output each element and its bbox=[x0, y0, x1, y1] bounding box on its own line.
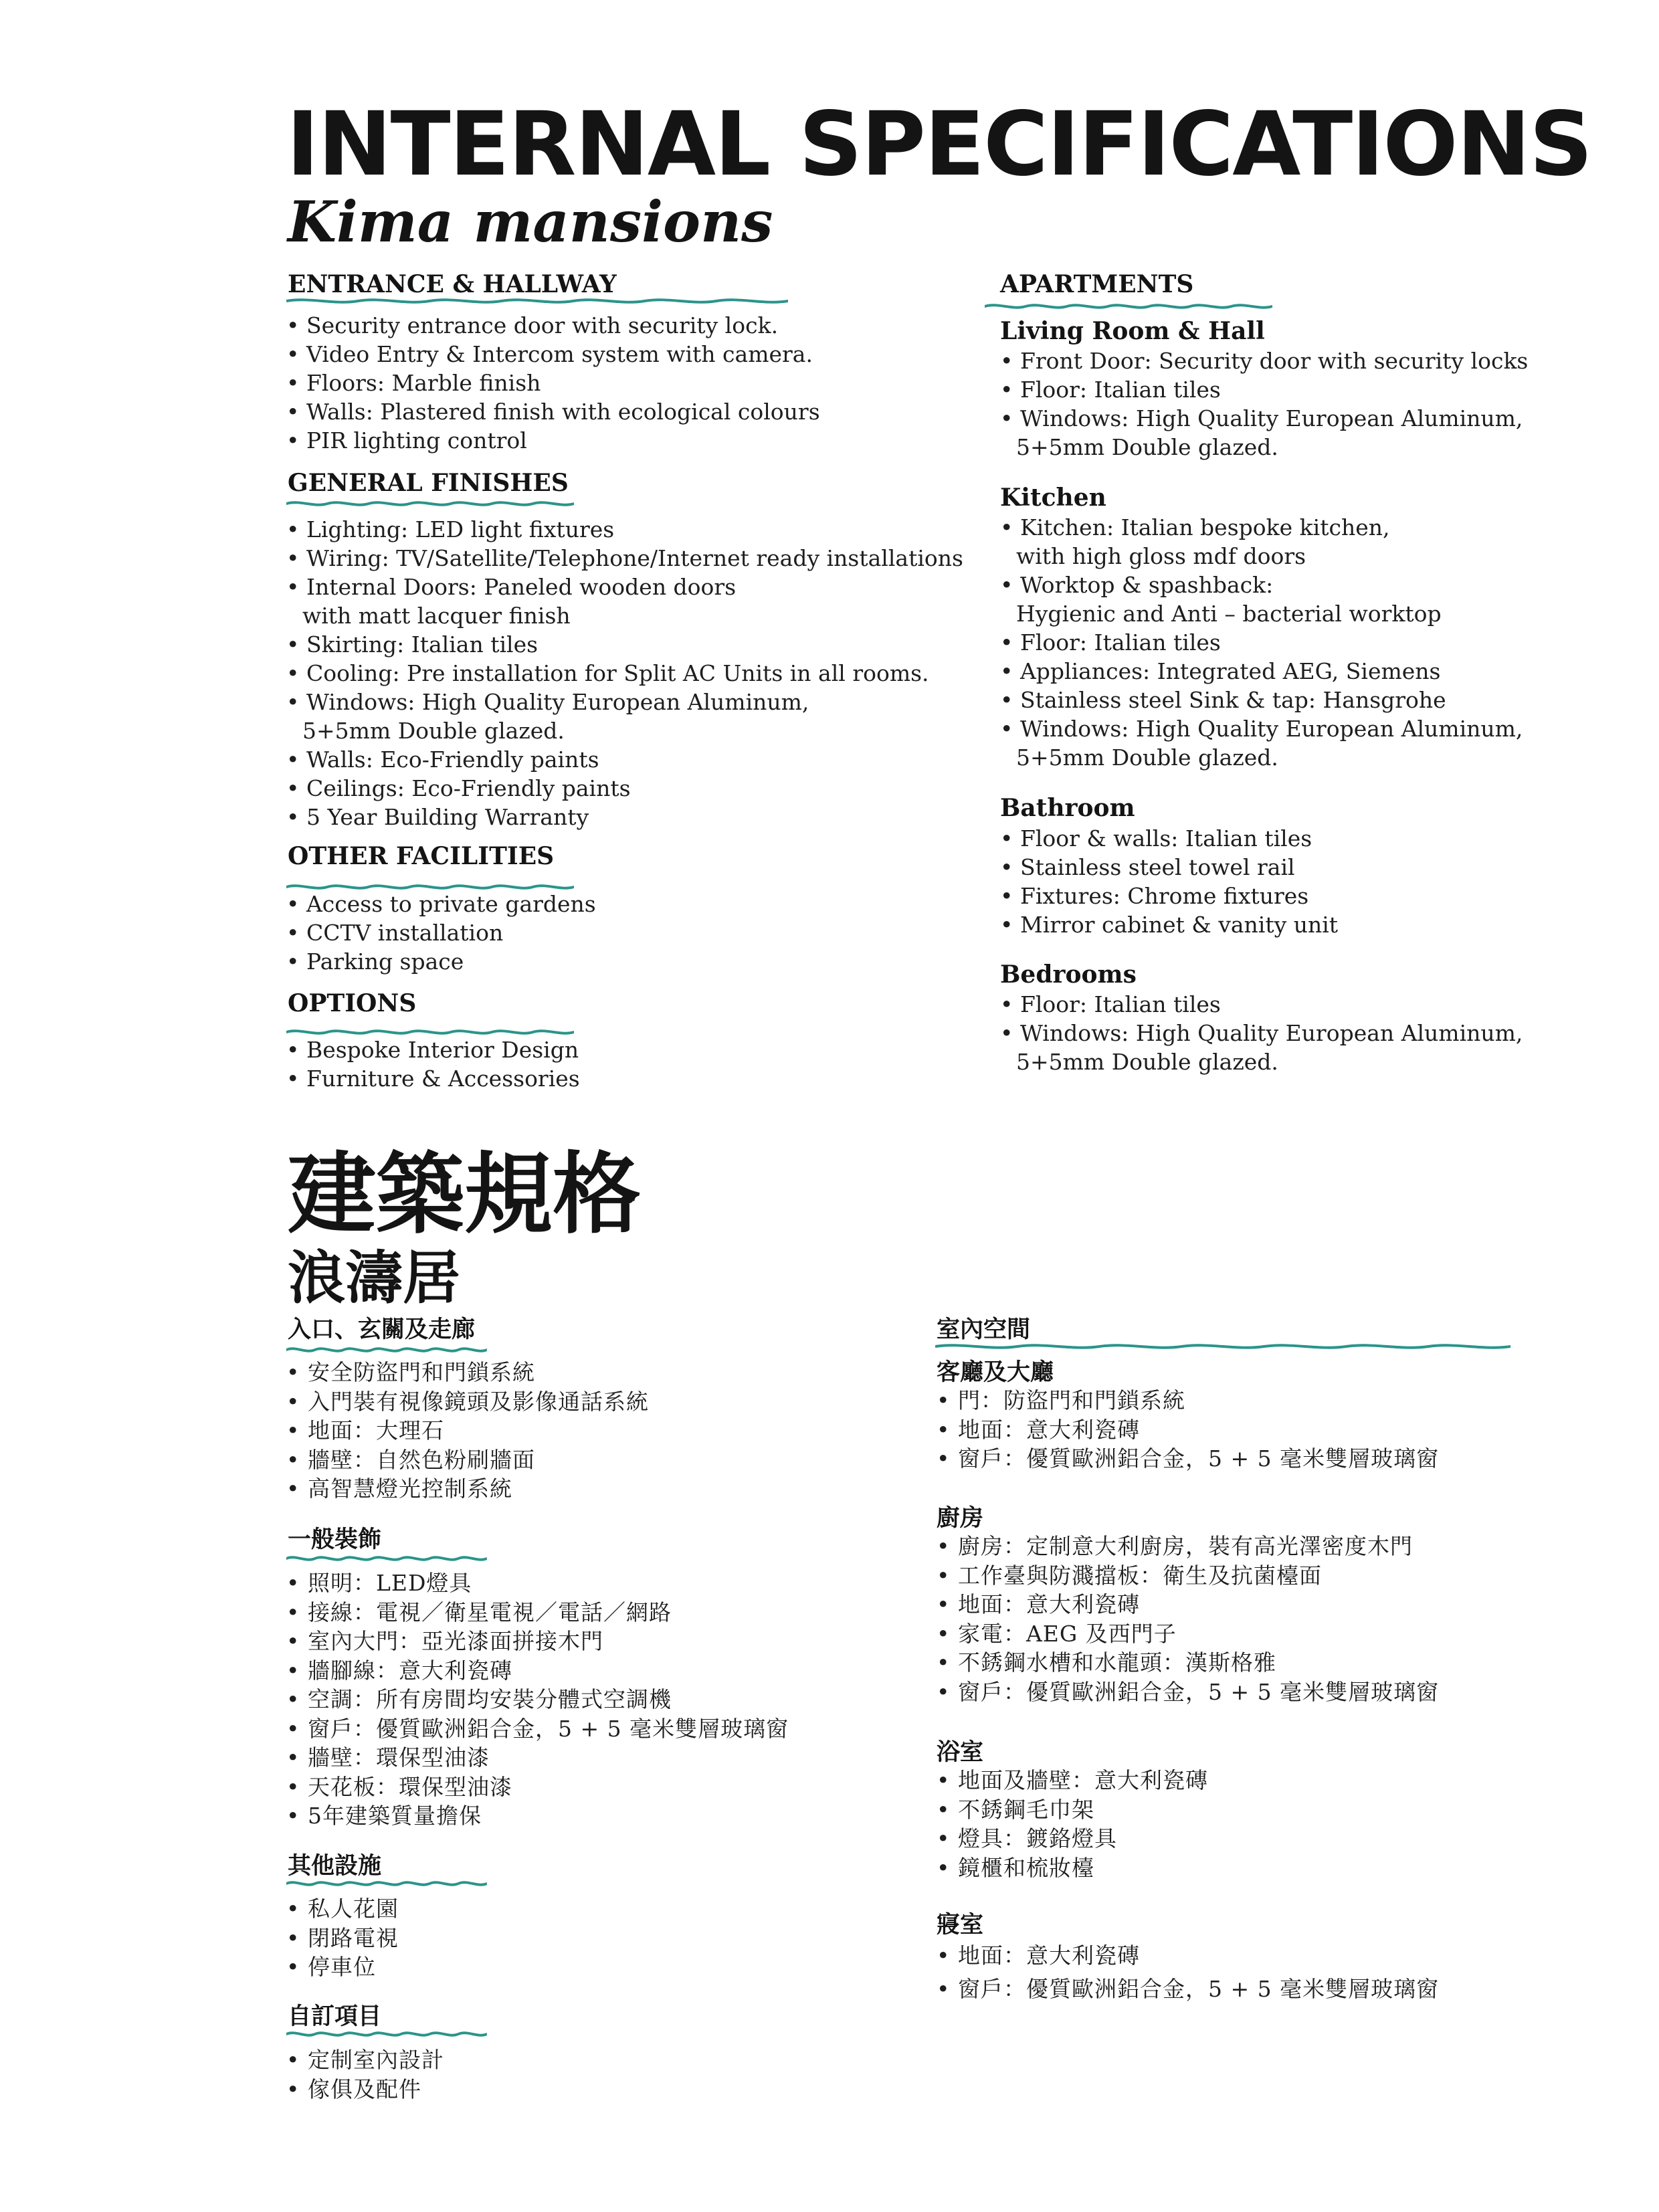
list-item: • Stainless steel Sink & tap: Hansgrohe bbox=[1000, 686, 1523, 714]
list-item: • Mirror cabinet & vanity unit bbox=[1000, 910, 1338, 939]
list-item: • 5 Year Building Warranty bbox=[286, 803, 963, 831]
list-item: • Windows: High Quality European Aluminum, bbox=[1000, 1019, 1523, 1047]
heading-other-facilities: OTHER FACILITIES bbox=[288, 842, 555, 870]
teal-underline bbox=[286, 1027, 574, 1036]
heading-general-finishes-zh: 一般裝飾 bbox=[288, 1526, 382, 1553]
list-item: • Floor: Italian tiles bbox=[1000, 375, 1528, 404]
list-item: • Windows: High Quality European Aluminum, bbox=[1000, 404, 1528, 433]
list-item: • Walls: Plastered finish with ecological colours bbox=[286, 397, 820, 426]
list-item: • 5年建築質量擔保 bbox=[286, 1801, 789, 1831]
list-item: • Appliances: Integrated AEG, Siemens bbox=[1000, 657, 1523, 686]
list-item: • 空調：所有房間均安裝分體式空調機 bbox=[286, 1685, 789, 1714]
heading-other-facilities-zh: 其他設施 bbox=[288, 1852, 382, 1880]
list-item: • Kitchen: Italian bespoke kitchen, bbox=[1000, 513, 1523, 542]
list-bathroom-zh bbox=[937, 1766, 1208, 1882]
subheading-bedrooms-zh: 寢室 bbox=[937, 1911, 984, 1938]
list-general-finishes-zh bbox=[286, 1569, 789, 1831]
list-living-room-hall bbox=[1000, 346, 1528, 462]
list-item: • Windows: High Quality European Aluminum, bbox=[1000, 714, 1523, 743]
list-item: • CCTV installation bbox=[286, 918, 596, 947]
list-item: • 廚房：定制意大利廚房，裝有高光澤密度木門 bbox=[937, 1532, 1439, 1561]
teal-underline bbox=[286, 498, 574, 508]
list-item: • Stainless steel towel rail bbox=[1000, 853, 1338, 882]
list-item: • Walls: Eco-Friendly paints bbox=[286, 745, 963, 774]
list-item: • Front Door: Security door with security locks bbox=[1000, 346, 1528, 375]
list-item: • Internal Doors: Paneled wooden doors bbox=[286, 573, 963, 601]
list-options-zh bbox=[286, 2045, 444, 2104]
list-options bbox=[286, 1035, 580, 1093]
list-item-continuation: 5+5mm Double glazed. bbox=[1016, 744, 1278, 771]
list-item: • Parking space bbox=[286, 947, 596, 976]
list-item: • Furniture & Accessories bbox=[286, 1064, 580, 1093]
list-item: • 窗戶：優質歐洲鋁合金，5 + 5 毫米雙層玻璃窗 bbox=[937, 1678, 1439, 1707]
heading-general-finishes: GENERAL FINISHES bbox=[288, 469, 569, 497]
list-item: • Wiring: TV/Satellite/Telephone/Internet ready installations bbox=[286, 544, 963, 573]
subheading-living-room-hall: Living Room & Hall bbox=[1000, 317, 1265, 345]
list-item: • 照明：LED燈具 bbox=[286, 1569, 789, 1598]
list-item: • Floor & walls: Italian tiles bbox=[1000, 824, 1338, 853]
list-item: • 鏡櫃和梳妝檯 bbox=[937, 1853, 1208, 1883]
list-item: • Skirting: Italian tiles bbox=[286, 630, 963, 659]
list-item: • Lighting: LED light fixtures bbox=[286, 515, 963, 544]
list-item: • 安全防盜門和門鎖系統 bbox=[286, 1358, 649, 1387]
heading-options: OPTIONS bbox=[288, 989, 417, 1017]
list-bathroom bbox=[1000, 824, 1338, 939]
list-item: • 私人花園 bbox=[286, 1894, 399, 1924]
list-item: • PIR lighting control bbox=[286, 426, 820, 455]
teal-underline bbox=[985, 301, 1272, 310]
list-item: • Worktop & spashback: bbox=[1000, 571, 1523, 599]
list-living-room-hall-zh bbox=[937, 1386, 1439, 1474]
list-item: • Floor: Italian tiles bbox=[1000, 990, 1523, 1019]
heading-entrance-hallway-zh: 入口、玄關及走廊 bbox=[288, 1316, 476, 1343]
list-entrance-hallway-zh bbox=[286, 1358, 649, 1504]
list-item: • 不銹鋼水槽和水龍頭：漢斯格雅 bbox=[937, 1648, 1439, 1678]
list-item: • 地面：意大利瓷磚 bbox=[937, 1941, 1439, 1971]
heading-apartments: APARTMENTS bbox=[1000, 270, 1194, 298]
list-item: • Bespoke Interior Design bbox=[286, 1035, 580, 1064]
list-item: • 地面：意大利瓷磚 bbox=[937, 1415, 1439, 1445]
list-bedrooms-zh bbox=[937, 1941, 1439, 2003]
list-kitchen-zh bbox=[937, 1532, 1439, 1706]
list-item: • Ceilings: Eco-Friendly paints bbox=[286, 774, 963, 803]
list-item: • 地面：大理石 bbox=[286, 1416, 649, 1445]
list-kitchen bbox=[1000, 513, 1523, 772]
page-subtitle-zh: 浪濤居 bbox=[288, 1244, 460, 1312]
list-other-facilities bbox=[286, 890, 596, 976]
list-item: • 傢俱及配件 bbox=[286, 2075, 444, 2104]
page-subtitle: Kima mansions bbox=[288, 189, 773, 255]
teal-underline bbox=[286, 296, 788, 305]
list-item: • 天花板：環保型油漆 bbox=[286, 1773, 789, 1802]
list-item-continuation: 5+5mm Double glazed. bbox=[1016, 434, 1278, 460]
list-item-continuation: with high gloss mdf doors bbox=[1016, 543, 1306, 569]
list-item: • Fixtures: Chrome fixtures bbox=[1000, 882, 1338, 910]
page-title: INTERNAL SPECIFICATIONS bbox=[286, 93, 1592, 196]
list-item-continuation: 5+5mm Double glazed. bbox=[302, 718, 565, 744]
heading-entrance-hallway: ENTRANCE & HALLWAY bbox=[288, 270, 617, 298]
list-item: • 家電：AEG 及西門子 bbox=[937, 1619, 1439, 1649]
list-item: • 工作臺與防濺擋板：衛生及抗菌檯面 bbox=[937, 1561, 1439, 1591]
list-item: • Windows: High Quality European Aluminum, bbox=[286, 688, 963, 716]
list-item: • 門：防盜門和門鎖系統 bbox=[937, 1386, 1439, 1415]
list-other-facilities-zh bbox=[286, 1894, 399, 1982]
list-general-finishes bbox=[286, 515, 963, 831]
heading-options-zh: 自訂項目 bbox=[288, 2003, 382, 2030]
list-item: • Security entrance door with security lock. bbox=[286, 311, 820, 340]
subheading-kitchen: Kitchen bbox=[1000, 484, 1106, 512]
subheading-bedrooms: Bedrooms bbox=[1000, 961, 1137, 989]
list-item: • 牆腳線：意大利瓷磚 bbox=[286, 1656, 789, 1686]
list-item: • 不銹鋼毛巾架 bbox=[937, 1795, 1208, 1825]
teal-underline bbox=[286, 2029, 487, 2038]
list-item: • 窗戶：優質歐洲鋁合金，5 + 5 毫米雙層玻璃窗 bbox=[286, 1714, 789, 1744]
teal-underline bbox=[286, 1344, 487, 1354]
subheading-living-room-hall-zh: 客廳及大廳 bbox=[937, 1359, 1054, 1386]
heading-apartments-zh: 室內空間 bbox=[937, 1316, 1031, 1343]
list-item: • 地面及牆壁：意大利瓷磚 bbox=[937, 1766, 1208, 1795]
subheading-kitchen-zh: 廚房 bbox=[937, 1504, 984, 1532]
list-item: • Floors: Marble finish bbox=[286, 369, 820, 397]
teal-underline bbox=[935, 1341, 1510, 1350]
list-item: • 地面：意大利瓷磚 bbox=[937, 1590, 1439, 1619]
list-item: • 高智慧燈光控制系統 bbox=[286, 1474, 649, 1504]
list-item: • 牆壁：環保型油漆 bbox=[286, 1743, 789, 1773]
subheading-bathroom-zh: 浴室 bbox=[937, 1738, 984, 1766]
list-item: • 窗戶：優質歐洲鋁合金，5 + 5 毫米雙層玻璃窗 bbox=[937, 1975, 1439, 2004]
subheading-bathroom: Bathroom bbox=[1000, 794, 1135, 822]
list-item: • Cooling: Pre installation for Split AC Units in all rooms. bbox=[286, 659, 963, 688]
teal-underline bbox=[286, 1553, 487, 1563]
list-item: • 入門裝有視像鏡頭及影像通話系統 bbox=[286, 1387, 649, 1417]
list-item: • 接線：電視／衛星電視／電話／網路 bbox=[286, 1598, 789, 1627]
list-item: • 燈具：鍍鉻燈具 bbox=[937, 1824, 1208, 1853]
list-item: • Video Entry & Intercom system with camera. bbox=[286, 340, 820, 369]
list-item-continuation: 5+5mm Double glazed. bbox=[1016, 1049, 1278, 1075]
list-item: • Floor: Italian tiles bbox=[1000, 628, 1523, 657]
list-item-continuation: with matt lacquer finish bbox=[302, 603, 571, 629]
list-item: • 牆壁：自然色粉刷牆面 bbox=[286, 1445, 649, 1475]
list-item-continuation: Hygienic and Anti – bacterial worktop bbox=[1016, 601, 1442, 627]
list-item: • 閉路電視 bbox=[286, 1924, 399, 1953]
list-item: • Access to private gardens bbox=[286, 890, 596, 918]
list-item: • 窗戶：優質歐洲鋁合金，5 + 5 毫米雙層玻璃窗 bbox=[937, 1444, 1439, 1474]
list-item: • 停車位 bbox=[286, 1952, 399, 1982]
list-entrance-hallway bbox=[286, 311, 820, 455]
list-item: • 室內大門：亞光漆面拼接木門 bbox=[286, 1627, 789, 1656]
teal-underline bbox=[286, 1878, 487, 1888]
list-item: • 定制室內設計 bbox=[286, 2045, 444, 2075]
list-bedrooms bbox=[1000, 990, 1523, 1076]
page-title-zh: 建築規格 bbox=[288, 1143, 641, 1246]
